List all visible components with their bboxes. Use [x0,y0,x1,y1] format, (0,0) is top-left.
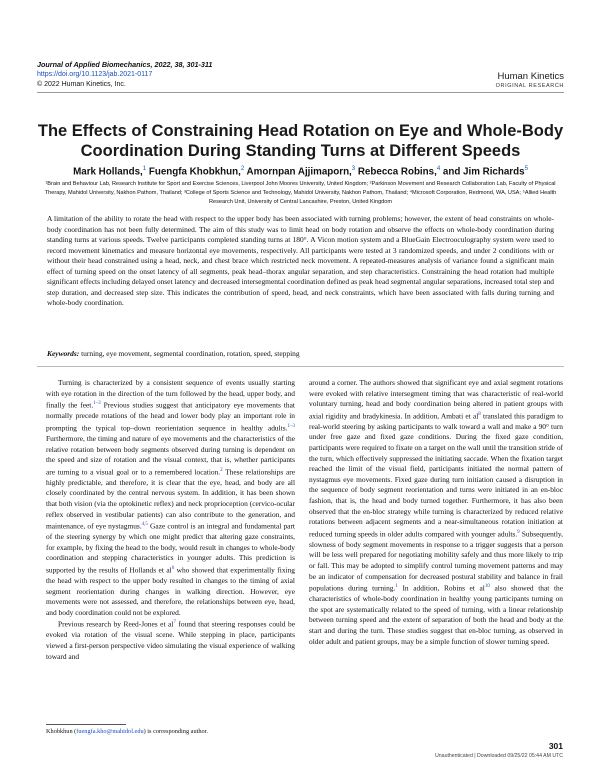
citation-ref[interactable]: 9 [517,529,520,535]
abstract-divider [37,366,564,367]
author-name: Amornpan Ajjimaporn, [246,166,352,178]
affiliation-marker[interactable]: 5 [524,166,528,172]
citation-ref[interactable]: 8 [478,411,481,417]
citation-ref[interactable]: 1 [395,584,398,590]
email-link[interactable]: fuengfa.kho@mahidol.edu [76,728,144,735]
journal-citation: Journal of Applied Biomechanics, 2022, 38, 301-311 [37,60,213,69]
keywords-label: Keywords: [47,349,80,358]
author-name: Rebecca Robins, [357,166,437,178]
affiliation-marker[interactable]: 4 [436,166,441,172]
header-divider [37,92,564,93]
copyright-notice: © 2022 Human Kinetics, Inc. [37,81,126,88]
keywords [47,349,554,358]
footnote-divider [46,724,126,725]
citation-ref[interactable]: 1–3 [93,401,101,407]
affiliation-marker[interactable]: 3 [351,166,356,172]
author-name: and Jim Richards [442,166,525,178]
author-name: Mark Hollands, [73,166,143,178]
affiliations: ¹Brain and Behaviour Lab, Research Institute for Sport and Exercise Sciences, Liverpool John Moores University, United Kingdom; ²Parkinson Movement and Research Collaboration Lab, Faculty of Physical Therapy, Mahidol University, Nakhon Pathom, Thailand; ³College of Sports Science and Technology, Mahidol University, Nakhon Pathom, Thailand; ⁴Microsoft Corporation, Redmond, WA, USA; ⁵Allied Health Research Unit, University of Central Lancashire, Preston, United Kingdom [44,181,557,205]
paragraph: Turning is characterized by a consistent sequence of events usually starting with eye rotation in the direction of the turn followed by the head, upper body, and finally the feet.$^{1-3}$ Previous studies suggest that anticipatory eye movements that normally precede rotations of the head and lower body play an important role in prompting the typical top–down reorientation sequence in healthy adults.$^{1-3}$ Furthermore, the timing and nature of eye movements and the characteristics of the relative rotation between body segments observed during turning is dependent on the speed and size of rotation and the visual context, that is, whether participants are turning to a visual goal or to a remembered location.$^2$ These relationships are highly predictable, and therefore, it is clear that the eye, head, and body are all closely coordinated by the central nervous system. In addition, it has been shown that both vision (via the optokinetic reflex) and neck proprioception (cervico-ocular reflex observed in vestibular patients) can also contribute to the generation, and maintenance, of eye nystagmus.$^{4,5}$ Gaze control is an integral and fundamental part of the steering synergy by which one might predict that altering gaze constraints, for example, by fixing the head to the body, would result in changes to whole-body coordination and stepping characteristics in younger adults. This prediction is supported by the results of Hollands et $al^6$ who showed that experimentally fixing the head with respect to the upper body resulted in changes to the timing of axial segment reorientation during changes in walking direction. However, eye movements were not assessed, and therefore, the relationships between eye, head, and body coordination could not be explored. [46,378,295,617]
page-number: 301 [548,741,563,751]
citation-ref[interactable]: 4,5 [141,522,148,528]
author-list [37,166,564,177]
article-title: The Effects of Constraining Head Rotation on Eye and Whole-Body Coordination During Standing Turns at Different Speeds [37,122,564,160]
corresponding-author-note: Khobkhun (fuengfa.kho@mahidol.edu) is corresponding author. [46,728,208,735]
citation-ref[interactable]: 1–3 [287,423,295,429]
citation-ref[interactable]: 7 [173,620,176,626]
citation-ref[interactable]: 2 [220,467,223,473]
citation-ref[interactable]: 6 [171,565,175,571]
citation-ref[interactable]: 10 [484,584,490,590]
download-stamp: Unauthenticated | Downloaded 09/25/22 05:44 AM UTC [435,753,563,759]
abstract: A limitation of the ability to rotate the head with respect to the upper body has been associated with turning problems; however, the extent of head constraints on whole-body coordination has not been fully determined. The aim of this study was to limit head on body rotation and observe the effects on whole-body coordination during standing turns at various speeds. Twelve participants completed standing turns at 180°. A Vicon motion system and a BlueGain Electrooculography system were used to record movement kinematics and measure horizontal eye movements, respectively. All participants were tested at 3 randomized speeds, and under 2 conditions with or without their head constrained using a head, neck, and chest brace which restricted neck movement. A repeated-measures analysis of variance found a significant main effect of turning speed on the onset latency of all segments, peak head–thorax angular separation, and step characteristics. Constraining the head rotation had multiple significant effects including delayed onset latency and decreased intersegmental coordination defined as peak head segmental angular separations, increased total step and step duration, and decreased step size. This indicates the contribution of speed, head, and neck constraints, which have been associated with falls during turning and whole-body coordination. [47,214,554,308]
keywords-text: turning, eye movement, segmental coordination, rotation, speed, stepping [81,349,300,358]
doi-link[interactable]: https://doi.org/10.1123/jab.2021-0117 [37,71,153,78]
publisher-logo-text: Human Kinetics [497,71,564,82]
body-column-left [46,378,295,662]
affiliation-marker[interactable]: 2 [240,166,245,172]
author-name: Fuengfa Khobkhun, [148,166,241,178]
body-column-right [309,378,563,647]
paragraph: around a corner. The authors showed that significant eye and axial segment rotations were evoked with relative intersegment timing that was characteristic of real-world voluntary turning, head and body coordination being altered in patient groups with axial rigidity and bradykinesia. In addition, Ambati et $al^8$ translated this paradigm to real-world steering by asking participants to walk toward a wall and make a 90° turn under free gaze and fixed gaze conditions. During the fixed gaze condition, participants were required to fixate on a target on the wall until the transition stride of the turn, which effectively suppressed the initiating saccade. When the fixation target reached the limit of the visual field, participants initiated the normal pattern of nystagmus eye movements. Fixed gaze during turn initiation caused a disruption in the sequence of body segment reorientation and turns were initiated in an en-bloc fashion, that is, the head and body turned together. Furthermore, it has also been observed that the en-bloc strategy while turning is characterized by reduced relative rotations between adjacent segments and a near-simultaneous rotation initiation at reduced turning speeds in older adults compared with younger adults.$^9$ Subsequently, slowness of body segment movements in response to a trigger suggests that a person will be less well prepared for negotiating mobility safely and thus more likely to trip or fall. This may be adopted to simplify control turning movement patterns and may be an indicator of compensation for decreased postural stability and balance in frail populations during turning.$^1$ In addition, Robins et $al^{10}$ also showed that the characteristics of whole-body coordination in healthy young participants turning on the spot are systematically related to the speed of turning, with a linear relationship between turning speed and the extent of separation of both the head and body at the start and during the turn. These studies suggest that en-bloc turning, as observed in older adult and patient groups, may be a simple function of slower turning speed. [309,378,563,646]
article-type-label: ORIGINAL RESEARCH [495,83,564,89]
paragraph: Previous research by Reed-Jones et $al^7$ found that steering responses could be evoked via rotation of the visual scene. While stepping in place, participants viewed a first-person perspective video simulating the visual experience of walking toward and [46,619,295,661]
affiliation-marker[interactable]: 1 [142,166,147,172]
